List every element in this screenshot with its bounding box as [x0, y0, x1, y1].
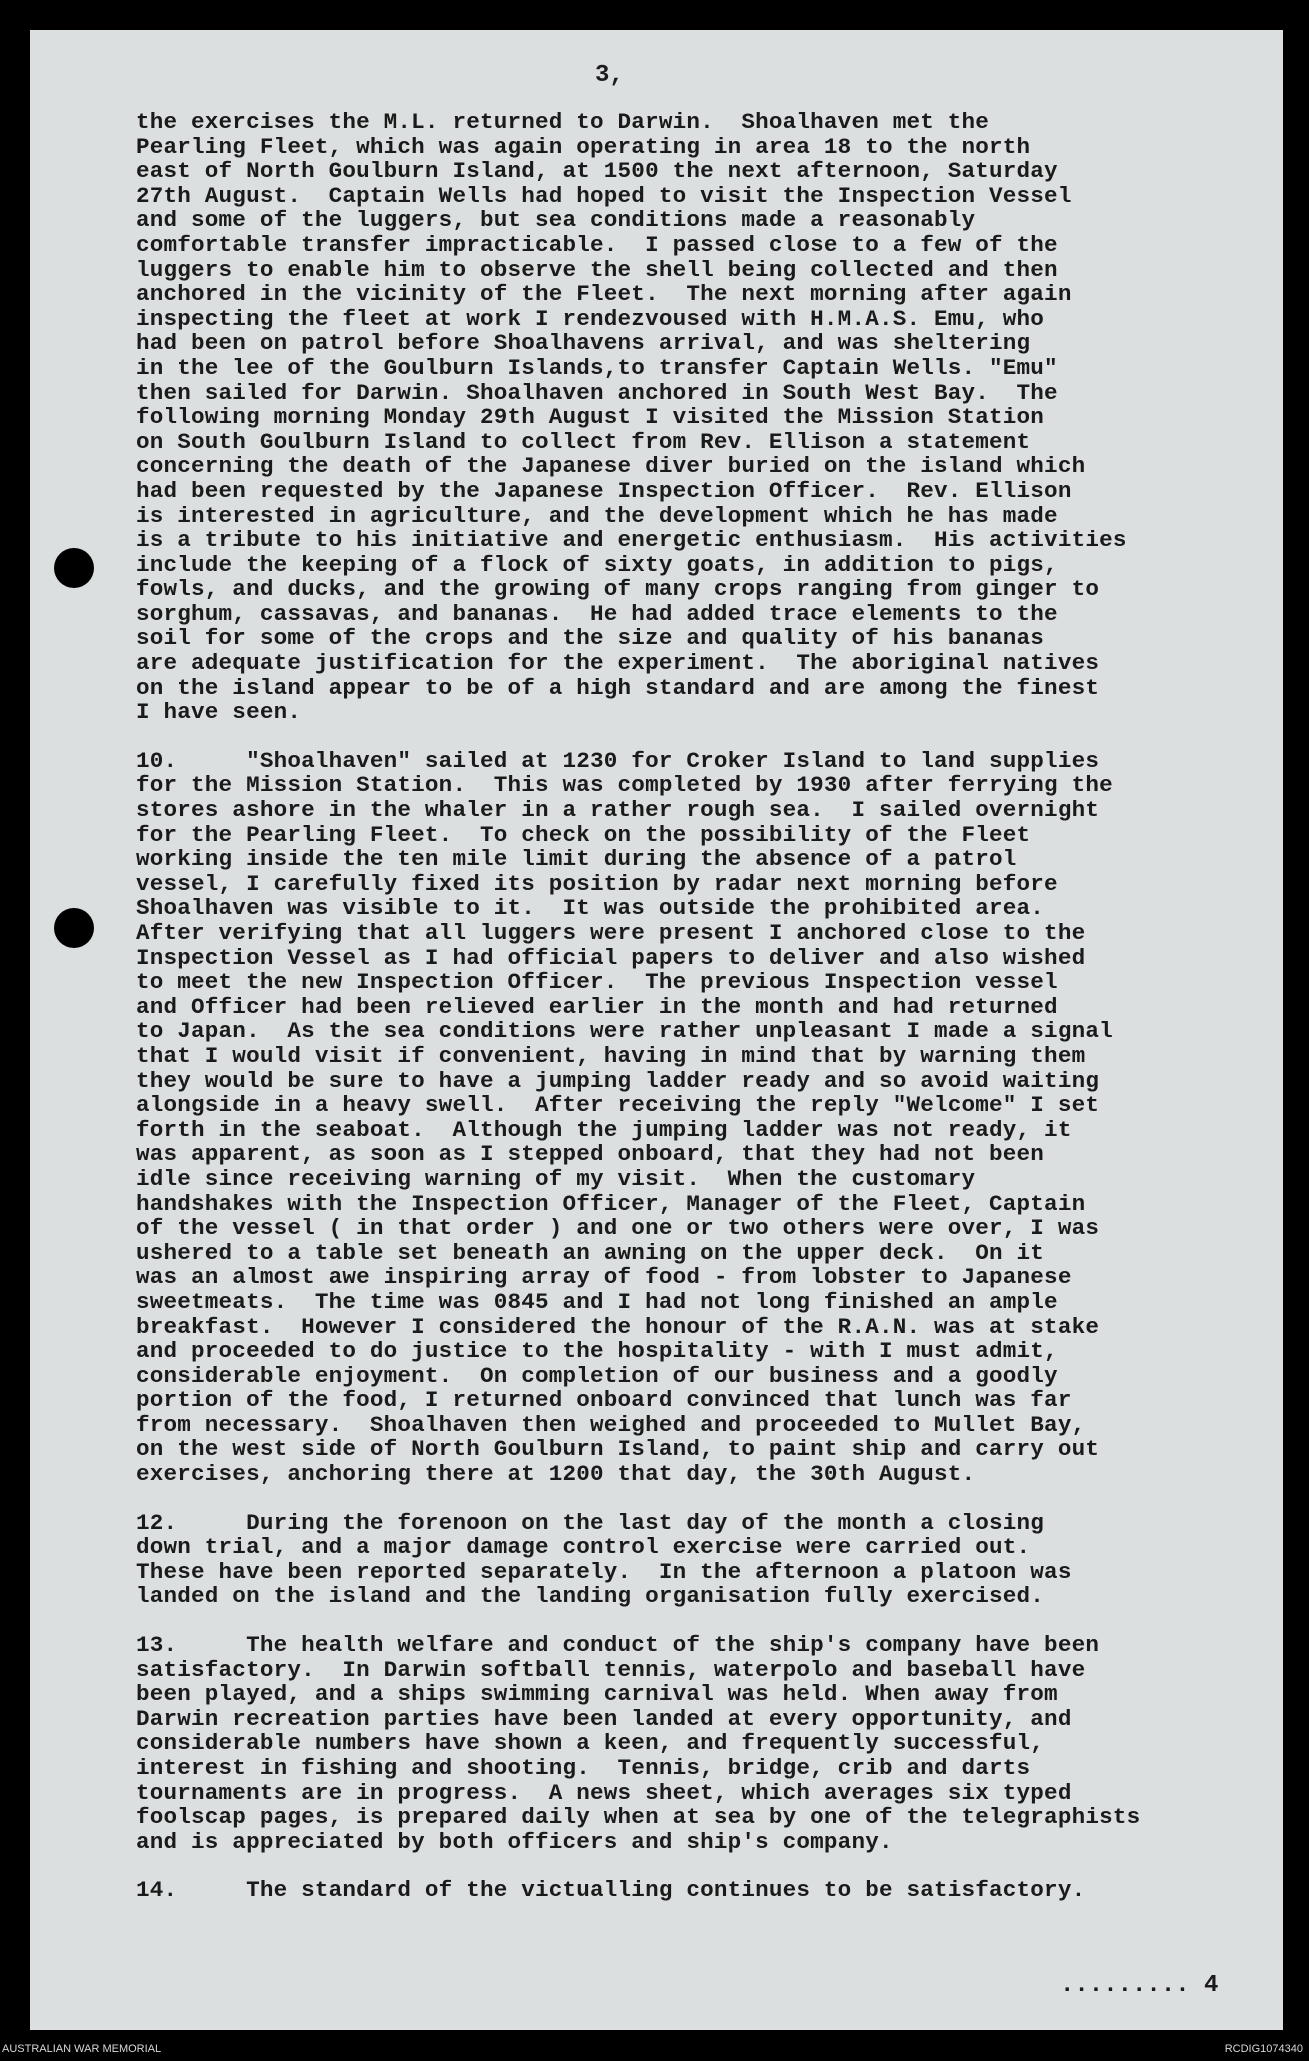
text-line: ushered to a table set beneath an awning on the upper deck. On it [136, 1239, 1045, 1266]
text-line: to Japan. As the sea conditions were rather unpleasant I made a signal [136, 1018, 1113, 1045]
text-line: following morning Monday 29th August I visited the Mission Station [136, 404, 1045, 431]
paragraph [136, 110, 1276, 725]
text-line: include the keeping of a flock of sixty goats, in addition to pigs, [136, 551, 1058, 578]
text-line: soil for some of the crops and the size and quality of his bananas [136, 625, 1045, 652]
text-line: they would be sure to have a jumping ladder ready and so avoid waiting [136, 1067, 1100, 1094]
text-line: east of North Goulburn Island, at 1500 the next afternoon, Saturday [136, 158, 1058, 185]
text-line: sweetmeats. The time was 0845 and I had not long finished an ample [136, 1288, 1058, 1315]
text-line: After verifying that all luggers were present I anchored close to the [136, 920, 1086, 946]
text-line: working inside the ten mile limit during the absence of a patrol [136, 846, 1017, 873]
page-number: 3, [595, 62, 624, 89]
text-line: then sailed for Darwin. Shoalhaven anchored in South West Bay. The [136, 379, 1058, 406]
text-line: These have been reported separately. In the afternoon a platoon was [136, 1558, 1072, 1585]
text-line: on the island appear to be of a high standard and are among the finest [136, 674, 1100, 701]
archive-name: AUSTRALIAN WAR MEMORIAL [2, 2043, 162, 2055]
text-line: down trial, and a major damage control exercise were carried out. [136, 1534, 1031, 1561]
text-line: on the west side of North Goulburn Island, to paint ship and carry out [136, 1436, 1100, 1463]
text-line: portion of the food, I returned onboard convinced that lunch was far [136, 1387, 1072, 1414]
text-line: exercises, anchoring there at 1200 that day, the 30th August. [136, 1461, 976, 1488]
text-line: from necessary. Shoalhaven then weighed and proceeded to Mullet Bay, [136, 1411, 1086, 1438]
text-line: forth in the seaboat. Although the jumping ladder was not ready, it [136, 1116, 1072, 1143]
text-line: fowls, and ducks, and the growing of many crops ranging from ginger to [136, 576, 1100, 603]
text-line: idle since receiving warning of my visit. When the customary [136, 1165, 976, 1192]
paragraph [136, 1511, 1276, 1609]
text-line: to meet the new Inspection Officer. The previous Inspection vessel [136, 969, 1058, 996]
punch-hole [54, 908, 94, 948]
text-line: 12. During the forenoon on the last day of the month a closing [136, 1509, 1045, 1536]
text-line: concerning the death of the Japanese diver buried on the island which [136, 453, 1086, 480]
text-line: sorghum, cassavas, and bananas. He had added trace elements to the [136, 600, 1058, 627]
document-page [30, 30, 1283, 2030]
text-line: alongside in a heavy swell. After receiving the reply "Welcome" I set [136, 1092, 1100, 1119]
text-line: satisfactory. In Darwin softball tennis, waterpolo and baseball have [136, 1656, 1086, 1683]
text-line: was apparent, as soon as I stepped onboard, that they had not been [136, 1141, 1045, 1168]
paragraph [136, 749, 1276, 1487]
text-line: for the Pearling Fleet. To check on the possibility of the Fleet [136, 821, 1031, 848]
text-line: was an almost awe inspiring array of food - from lobster to Japanese [136, 1264, 1072, 1291]
text-line: and some of the luggers, but sea conditions made a reasonably [136, 207, 976, 234]
text-line: and is appreciated by both officers and ship's company. [136, 1828, 893, 1855]
text-line: and Officer had been relieved earlier in the month and had returned [136, 993, 1058, 1020]
continuation-marker: ......... 4 [1060, 1972, 1219, 1999]
text-line: landed on the island and the landing organisation fully exercised. [136, 1583, 1045, 1610]
text-line: on South Goulburn Island to collect from Rev. Ellison a statement [136, 428, 1031, 455]
text-line: foolscap pages, is prepared daily when at sea by one of the telegraphists [136, 1804, 1141, 1831]
archive-footer [0, 2034, 1309, 2061]
text-line: are adequate justification for the experiment. The aboriginal natives [136, 650, 1100, 677]
text-line: interest in fishing and shooting. Tennis, bridge, crib and darts [136, 1755, 1031, 1781]
text-line: Inspection Vessel as I had official papers to deliver and also wished [136, 944, 1086, 971]
text-line: and proceeded to do justice to the hospitality - with I must admit, [136, 1338, 1058, 1365]
text-line: Pearling Fleet, which was again operating in area 18 to the north [136, 133, 1031, 160]
punch-hole [54, 548, 94, 588]
text-line: in the lee of the Goulburn Islands,to transfer Captain Wells. "Emu" [136, 354, 1058, 381]
text-line: considerable numbers have shown a keen, and frequently successful, [136, 1730, 1045, 1757]
text-line: of the vessel ( in that order ) and one or two others were over, I was [136, 1215, 1100, 1242]
text-line: luggers to enable him to observe the shell being collected and then [136, 256, 1058, 283]
text-line: that I would visit if convenient, having in mind that by warning them [136, 1042, 1086, 1069]
archive-id: RCDIG1074340 [1224, 2043, 1303, 2055]
paragraph [136, 1878, 1276, 1903]
text-line: been played, and a ships swimming carnival was held. When away from [136, 1681, 1058, 1708]
text-line: stores ashore in the whaler in a rather rough sea. I sailed overnight [136, 797, 1100, 824]
text-line: inspecting the fleet at work I rendezvoused with H.M.A.S. Emu, who [136, 305, 1045, 332]
text-line: is a tribute to his initiative and energetic enthusiasm. His activities [136, 527, 1127, 554]
text-line: 14. The standard of the victualling continues to be satisfactory. [136, 1877, 1086, 1904]
text-line: breakfast. However I considered the honour of the R.A.N. was at stake [136, 1313, 1100, 1340]
text-line: tournaments are in progress. A news sheet, which averages six typed [136, 1779, 1072, 1806]
text-line: comfortable transfer impracticable. I passed close to a few of the [136, 231, 1058, 258]
text-line: the exercises the M.L. returned to Darwin. Shoalhaven met the [136, 109, 990, 135]
text-line: vessel, I carefully fixed its position by radar next morning before [136, 870, 1058, 897]
text-line: anchored in the vicinity of the Fleet. The next morning after again [136, 281, 1072, 308]
text-line: 13. The health welfare and conduct of the ship's company have been [136, 1632, 1100, 1659]
text-line: considerable enjoyment. On completion of our business and a goodly [136, 1362, 1058, 1389]
text-line: is interested in agriculture, and the development which he has made [136, 502, 1058, 529]
text-line: 10. "Shoalhaven" sailed at 1230 for Croker Island to land supplies [136, 747, 1100, 774]
text-line: had been on patrol before Shoalhavens arrival, and was sheltering [136, 330, 1031, 357]
paragraph [136, 1633, 1276, 1854]
text-line: had been requested by the Japanese Inspection Officer. Rev. Ellison [136, 477, 1072, 504]
document-body [136, 110, 1276, 1903]
text-line: Darwin recreation parties have been landed at every opportunity, and [136, 1705, 1072, 1732]
text-line: handshakes with the Inspection Officer, Manager of the Fleet, Captain [136, 1190, 1086, 1217]
text-line: 27th August. Captain Wells had hoped to visit the Inspection Vessel [136, 182, 1072, 209]
text-line: Shoalhaven was visible to it. It was outside the prohibited area. [136, 895, 1045, 922]
text-line: I have seen. [136, 699, 302, 726]
text-line: for the Mission Station. This was completed by 1930 after ferrying the [136, 772, 1113, 799]
